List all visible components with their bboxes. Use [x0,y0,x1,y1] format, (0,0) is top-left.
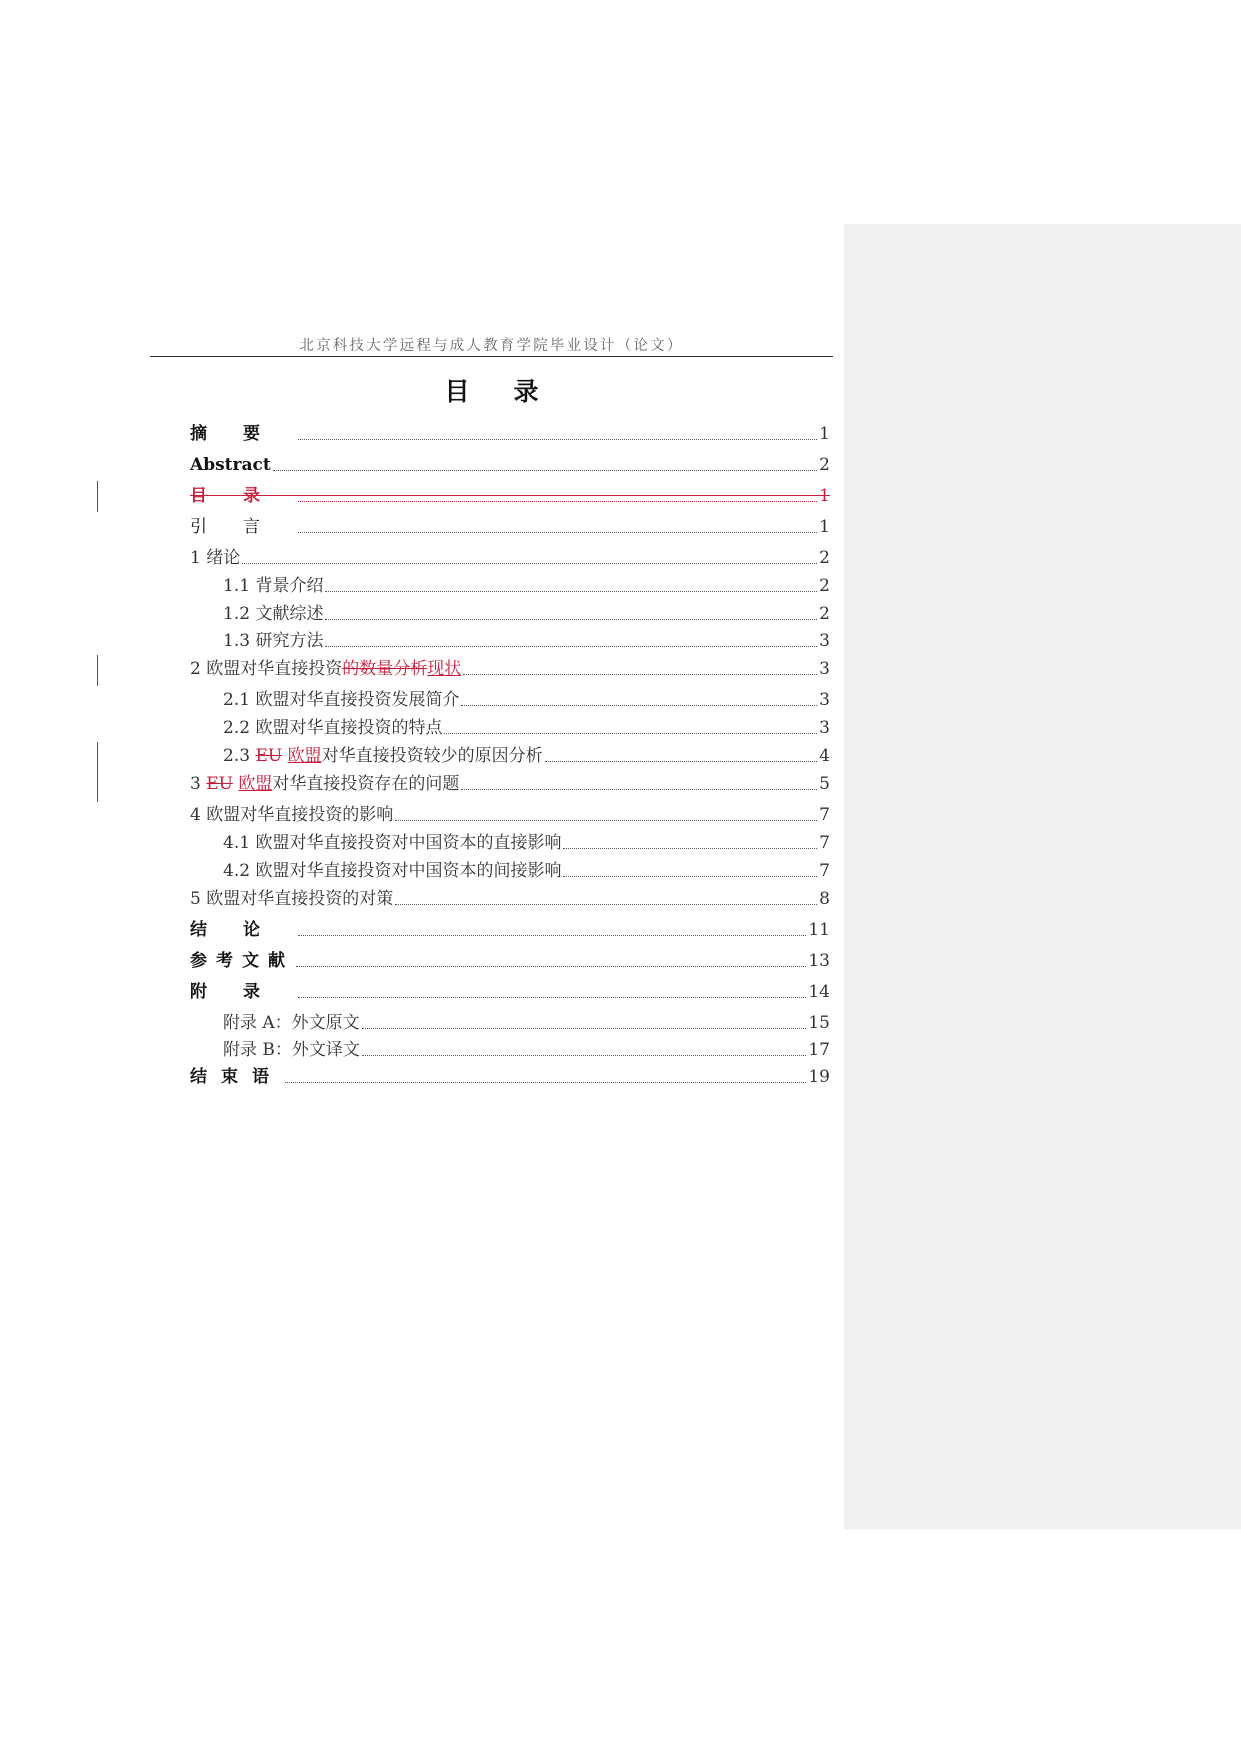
dot-leader [463,674,817,675]
toc-entry-text: 1 绪论 [190,548,241,568]
toc-entry-text: 目录 [190,486,296,506]
toc-entry[interactable] [223,570,830,596]
tracked-deletion: 的数量分析 [342,659,428,679]
dot-leader [296,966,806,967]
dot-leader [273,470,817,471]
toc-entry-text: 5 欧盟对华直接投资的对策 [190,889,394,909]
toc-entry[interactable] [190,914,830,940]
toc-page-number: 15 [808,1013,830,1033]
toc-entry-text: 附录 B：外文译文 [223,1040,360,1060]
dot-leader [362,1055,806,1056]
dot-leader [395,820,817,821]
tracked-insertion: 欧盟 [287,746,322,766]
toc-entry-prefix: 3 [190,774,207,794]
change-bar [97,481,98,512]
toc-entry-text: 参考文献 [190,951,294,971]
dot-leader [298,532,817,533]
toc-page-number: 1 [819,424,830,444]
dot-leader [242,563,817,564]
toc-entry[interactable] [223,625,830,651]
toc-entry[interactable] [223,855,830,881]
toc-entry[interactable] [190,653,830,679]
toc-page-number: 8 [819,889,830,909]
toc-entry[interactable] [223,1034,830,1060]
toc-page-number: 14 [808,982,830,1002]
toc-entry-prefix: 2.3 [223,746,256,766]
toc-entry-text: 附录 [190,982,296,1002]
toc-entry[interactable] [190,945,830,971]
dot-leader [461,705,817,706]
toc-entry-text [190,774,459,794]
toc-entry-text: 4.1 欧盟对华直接投资对中国资本的直接影响 [223,833,562,853]
toc-entry-text [190,659,461,679]
dot-leader [563,876,817,877]
dot-leader [298,935,806,936]
toc-entry[interactable] [190,511,830,537]
running-header: 北京科技大学远程与成人教育学院毕业设计（论文） [299,338,684,354]
toc-entry-text: 2.1 欧盟对华直接投资发展简介 [223,690,460,710]
toc-page-number: 4 [819,746,830,766]
dot-leader [545,761,818,762]
tracked-insertion: 欧盟 [238,774,273,794]
toc-entry[interactable] [190,768,830,794]
dot-leader [298,997,806,998]
dot-leader [298,501,817,502]
toc-page-number: 2 [819,604,830,624]
toc-entry-text: 引言 [190,517,296,537]
toc-entry-text: 结论 [190,920,296,940]
tracked-deletion: EU [255,746,283,766]
toc-entry[interactable] [190,883,830,909]
toc-page-number: 2 [819,548,830,568]
toc-entry-text: 1.2 文献综述 [223,604,324,624]
toc-entry[interactable] [190,1061,830,1087]
toc-page-number: 13 [808,951,830,971]
header-rule [150,356,833,357]
toc-entry-text: 4 欧盟对华直接投资的影响 [190,805,394,825]
toc-entry[interactable] [223,740,830,766]
dot-leader [395,904,817,905]
toc-entry-text: 摘要 [190,424,296,444]
dot-leader [461,789,817,790]
toc-entry-base: 2 欧盟对华直接投资 [190,659,343,679]
toc-entry-text: 附录 A：外文原文 [223,1013,360,1033]
dot-leader [563,848,817,849]
toc-entry[interactable] [223,712,830,738]
dot-leader [325,619,817,620]
toc-page-number: 3 [819,659,830,679]
change-bar [97,742,98,802]
toc-entry[interactable] [190,542,830,568]
tracked-deletion: EU [206,774,233,794]
toc-page-number: 1 [819,486,830,506]
toc-entry[interactable] [190,418,830,444]
toc-page-number: 2 [819,576,830,596]
toc-entry-base: 对华直接投资存在的问题 [272,774,460,794]
toc-entry[interactable] [190,799,830,825]
toc-title: 目录 [444,377,583,406]
toc-entry[interactable] [190,976,830,1002]
toc-entry-text: Abstract [190,455,271,475]
toc-entry-text: 2.2 欧盟对华直接投资的特点 [223,718,443,738]
toc-page-number: 5 [819,774,830,794]
tracked-insertion: 现状 [427,659,462,679]
toc-page-number: 3 [819,631,830,651]
dot-leader [362,1028,807,1029]
toc-page-number: 2 [819,455,830,475]
toc-entry[interactable] [223,598,830,624]
dot-leader [325,591,817,592]
toc-page-number: 19 [808,1067,830,1087]
toc-page-number: 17 [808,1040,830,1060]
toc-entry[interactable] [223,827,830,853]
toc-page-number: 3 [819,718,830,738]
toc-entry-text: 4.2 欧盟对华直接投资对中国资本的间接影响 [223,861,562,881]
toc-entry-text: 1.1 背景介绍 [223,576,324,596]
comment-pane [844,224,1241,1529]
toc-page-number: 11 [808,920,830,940]
toc-page-number: 7 [819,805,830,825]
toc-entry[interactable] [190,449,830,475]
toc-entry-text: 结束语 [190,1067,283,1087]
dot-leader [298,439,817,440]
toc-page-number: 7 [819,861,830,881]
toc-entry[interactable] [223,1007,830,1033]
toc-entry-text: 1.3 研究方法 [223,631,324,651]
toc-entry-text [223,746,543,766]
dot-leader [444,733,817,734]
dot-leader [325,646,817,647]
toc-entry-base: 对华直接投资较少的原因分析 [321,746,543,766]
toc-page-number: 3 [819,690,830,710]
toc-entry[interactable] [223,684,830,710]
toc-entry-deleted[interactable] [190,480,830,506]
change-bar [97,655,98,686]
toc-page-number: 1 [819,517,830,537]
dot-leader [285,1082,806,1083]
toc-page-number: 7 [819,833,830,853]
